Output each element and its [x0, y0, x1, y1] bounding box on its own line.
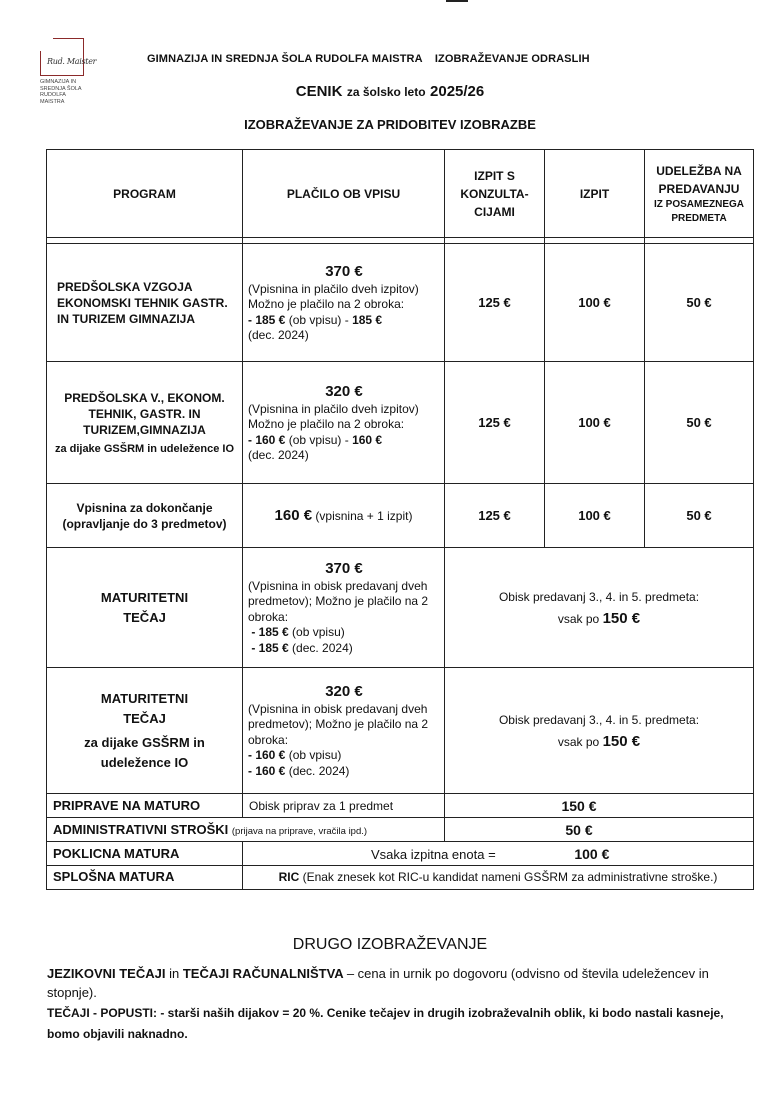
row-payment — [243, 668, 445, 794]
footer-row — [47, 842, 754, 866]
logo-signature: Rud. Maister — [47, 57, 97, 66]
footer-ric-cell — [243, 866, 754, 890]
installment-1-text: (ob vpisu) — [288, 748, 342, 763]
installment-2-text: (dec. 2024) — [248, 328, 309, 342]
courses-details: – cena in urnik po dogovoru (odvisno od števila udeležencev in stopnje). — [47, 966, 709, 1000]
row-attendance: 50 € — [645, 362, 754, 484]
row-attendance: 50 € — [645, 484, 754, 548]
header-program: PROGRAM — [47, 150, 243, 238]
payment-amount: 320 € — [325, 382, 363, 400]
header-payment: PLAČILO OB VPISU — [243, 150, 445, 238]
merged-amount: 150 € — [602, 732, 641, 750]
table-row — [47, 668, 754, 794]
program-name: MATURITETNI TEČAJ — [100, 690, 189, 726]
installment-1-text: (ob vpisu) — [292, 625, 345, 640]
footer-value: 100 € — [574, 845, 610, 862]
installment-2-amount: 160 € — [352, 432, 383, 447]
installment-2-text: (dec. 2024) — [288, 763, 350, 778]
footer-text-cell — [243, 842, 754, 866]
top-mark — [446, 0, 468, 2]
row-program: MATURITETNI TEČAJ — [47, 548, 243, 668]
title-main: CENIK — [295, 83, 343, 100]
merged-prefix: vsak po — [557, 611, 600, 626]
table-row — [47, 362, 754, 484]
installment-1-amount: - 160 € — [248, 748, 286, 763]
table-row — [47, 484, 754, 548]
payment-desc: (vpisnina + 1 izpit) — [315, 508, 413, 523]
footer-label-cell — [47, 818, 445, 842]
payment-amount: 370 € — [325, 262, 363, 280]
footer-label: ADMINISTRATIVNI STROŠKI — [53, 822, 229, 837]
installment-1-text: (ob vpisu) - — [288, 432, 349, 447]
row-program: Vpisnina za dokončanje (opravljanje do 3 predmetov) — [47, 484, 243, 548]
footer-label: PRIPRAVE NA MATURO — [47, 794, 243, 818]
row-exam-consult: 125 € — [445, 362, 545, 484]
row-exam: 100 € — [545, 362, 645, 484]
table-row — [47, 548, 754, 668]
header-attendance — [645, 150, 754, 238]
language-courses: JEZIKOVNI TEČAJI — [47, 966, 166, 981]
courses-line — [47, 964, 747, 1002]
page-title — [0, 83, 780, 101]
installment-2-amount: - 185 € — [251, 640, 289, 655]
row-exam-consult: 125 € — [445, 484, 545, 548]
merged-text: Obisk predavanj 3., 4. in 5. predmeta: — [498, 712, 700, 727]
page-subtitle: IZOBRAŽEVANJE ZA PRIDOBITEV IZOBRAZBE — [244, 117, 536, 132]
payment-amount: 370 € — [325, 559, 363, 577]
merged-text: Obisk predavanj 3., 4. in 5. predmeta: — [498, 589, 700, 604]
footer-label: POKLICNA MATURA — [47, 842, 243, 866]
payment-amount: 320 € — [325, 682, 363, 700]
merged-prefix: vsak po — [557, 734, 600, 749]
table-row — [47, 244, 754, 362]
payment-desc: (Vpisnina in obisk predavanj dveh predmetov); Možno je plačilo na 2 obroka: — [248, 701, 429, 747]
installment-1-text: (ob vpisu) - — [288, 312, 349, 327]
ric-text: (Enak znesek kot RIC-u kandidat nameni GSŠRM za administrativne stroške.) — [302, 870, 718, 884]
row-program — [47, 668, 243, 794]
merged-amount: 150 € — [602, 609, 641, 627]
other-education-title: DRUGO IZOBRAŽEVANJE — [292, 936, 488, 953]
row-merged-info — [445, 548, 754, 668]
header-exam: IZPIT — [545, 150, 645, 238]
program-note: za dijake GSŠRM in udeležence IO — [84, 734, 205, 770]
row-attendance: 50 € — [645, 244, 754, 362]
footer-label: SPLOŠNA MATURA — [47, 866, 243, 890]
footer-text: Obisk priprav za 1 predmet — [243, 794, 445, 818]
payment-desc: (Vpisnina in plačilo dveh izpitov) — [248, 401, 419, 416]
footer-row — [47, 866, 754, 890]
installment-2-amount: 185 € — [352, 312, 383, 327]
installment-1-amount: - 185 € — [251, 625, 289, 640]
row-payment — [243, 548, 445, 668]
table-header-row — [47, 150, 754, 238]
program-note: za dijake GSŠRM in udeležence IO — [54, 442, 235, 455]
footer-value: 150 € — [445, 794, 754, 818]
payment-amount: 160 € — [274, 506, 313, 524]
logo-line: SREDNJA ŠOLA — [40, 85, 82, 92]
installment-2-text: (dec. 2024) — [292, 640, 353, 655]
courses-in: in — [169, 966, 180, 981]
logo-frame — [40, 38, 97, 76]
price-table — [46, 149, 754, 890]
payment-install: Možno je plačilo na 2 obroka: — [248, 417, 405, 431]
installment-2-text: (dec. 2024) — [248, 448, 309, 462]
header-attendance-main: UDELEŽBA NA PREDAVANJU — [656, 163, 742, 196]
title-year: 2025/26 — [430, 83, 485, 100]
row-exam-consult: 125 € — [445, 244, 545, 362]
footer-row — [47, 818, 754, 842]
title-year-prefix: za šolsko leto — [346, 85, 426, 99]
computer-courses: TEČAJI RAČUNALNIŠTVA — [182, 966, 344, 981]
row-program — [47, 362, 243, 484]
installment-1-amount: - 185 € — [248, 312, 286, 327]
footer-small-text: (prijava na priprave, vračila ipd.) — [231, 826, 368, 837]
logo-line: RUDOLFA MAISTRA — [40, 92, 66, 105]
discounts-line: TEČAJI - POPUSTI: - starši naših dijakov = 20 %. Cenike tečajev in drugih izobraževalnih oblik, ki bodo nastali kasneje, bomo objavili naknadno. — [47, 1006, 724, 1041]
header-attendance-sub: IZ POSAMEZNEGA PREDMETA — [653, 198, 744, 224]
program-name: PREDŠOLSKA V., EKONOM. TEHNIK, GASTR. IN TURIZEM,GIMNAZIJA — [64, 390, 225, 437]
organization-header: GIMNAZIJA IN SREDNJA ŠOLA RUDOLFA MAISTRA IZOBRAŽEVANJE ODRASLIH — [147, 53, 590, 65]
logo-line: GIMNAZIJA IN — [40, 79, 77, 85]
payment-desc: (Vpisnina in obisk predavanj dveh predmetov); Možno je plačilo na 2 obroka: — [248, 578, 429, 624]
ric-label: RIC — [278, 870, 300, 884]
footer-value: 50 € — [445, 818, 754, 842]
header-exam-consult: IZPIT S KONZULTA-CIJAMI — [445, 150, 545, 238]
installment-1-amount: - 160 € — [248, 432, 286, 447]
installment-2-amount: - 160 € — [248, 763, 286, 778]
row-exam: 100 € — [545, 484, 645, 548]
row-exam: 100 € — [545, 244, 645, 362]
row-payment — [243, 244, 445, 362]
row-payment — [243, 484, 445, 548]
payment-desc: (Vpisnina in plačilo dveh izpitov) — [248, 281, 419, 296]
row-program: PREDŠOLSKA VZGOJA EKONOMSKI TEHNIK GASTR. IN TURIZEM GIMNAZIJA — [47, 244, 243, 362]
footer-row — [47, 794, 754, 818]
row-merged-info — [445, 668, 754, 794]
row-payment — [243, 362, 445, 484]
payment-install: Možno je plačilo na 2 obroka: — [248, 297, 405, 311]
footer-text: Vsaka izpitna enota = — [371, 846, 496, 862]
